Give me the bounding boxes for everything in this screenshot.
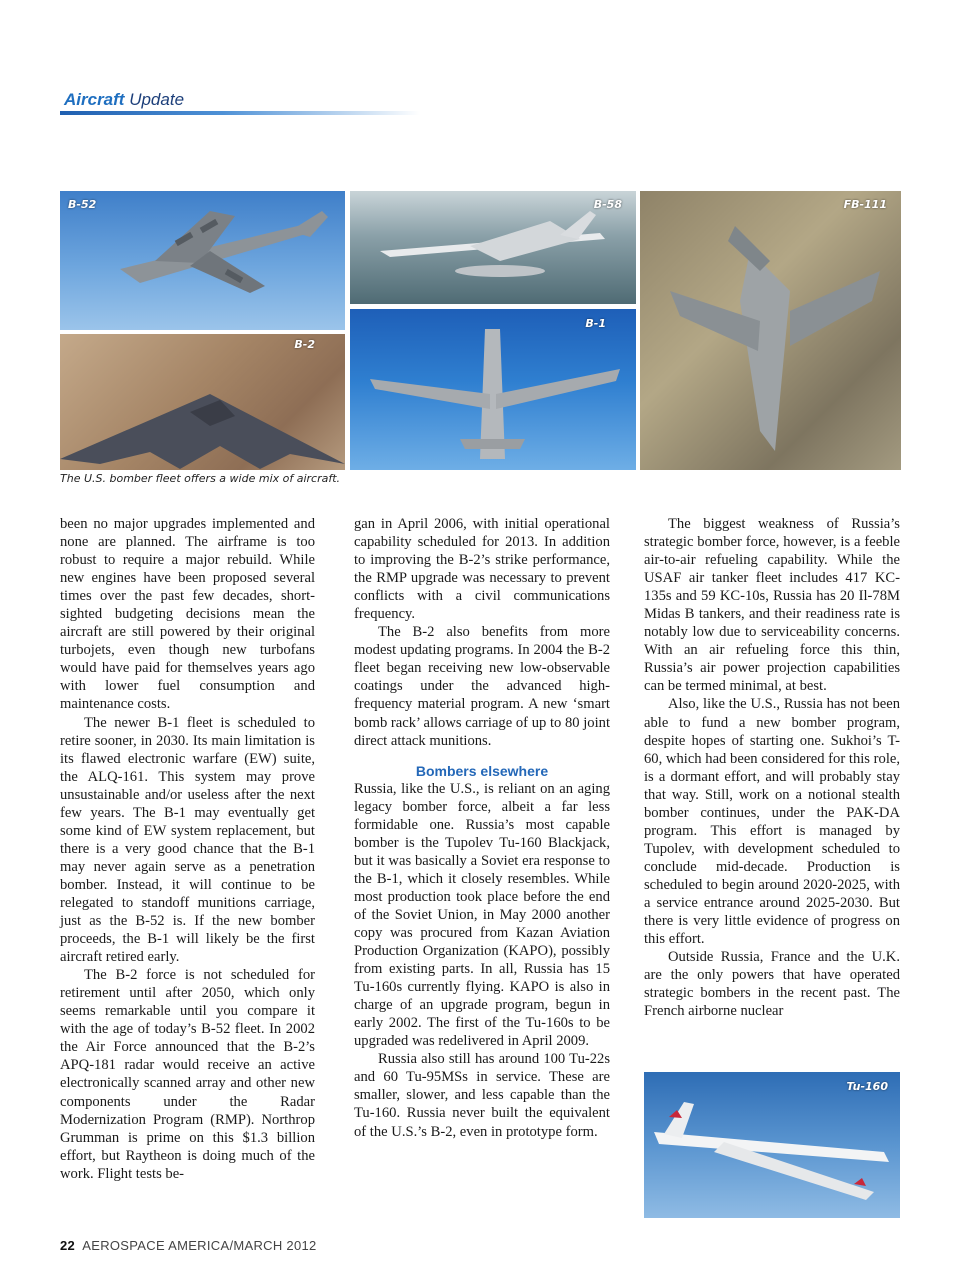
article-column-2 (354, 515, 610, 1141)
body-paragraph: The newer B-1 fleet is scheduled to retire sooner, in 2030. Its main limitation is its flawed electronic warfare (EW) suite, the ALQ-161. This system may prove unsustainable and/or useless after the next few years. The B-1 may eventually get some kind of EW system replacement, but there is a very good chance that the B-1 may never again serve as a penetration bomber. Instead, it will continue to be relegated to standoff munitions carriage, just as the B-52 is. If the new bomber proceeds, the B-1 will likely be the first aircraft retired early. (60, 714, 315, 966)
body-paragraph: been no major upgrades implemented and none are planned. The airframe is too robust to require a major rebuild. While new engines have been proposed several times over the past few decades, short-sighted budgeting decisions mean the aircraft are still powered by their original turbojets, even though new turbofans would have paid for themselves years ago with lower fuel consumption and maintenance costs. (60, 516, 315, 713)
body-paragraph: gan in April 2006, with initial operational capability scheduled for 2013. In addition to improving the B-2’s strike performance, the RMP upgrade was necessary to prevent conflicts with a civil communications frequency. (354, 516, 610, 623)
section-header (64, 90, 184, 110)
b52-aircraft-illustration (60, 191, 345, 330)
header-rule (60, 111, 420, 115)
b2-aircraft-illustration (60, 334, 345, 470)
page-footer (60, 1238, 317, 1253)
photo-label: B-58 (593, 198, 622, 211)
fb111-aircraft-illustration (640, 191, 901, 470)
article-column-3 (644, 515, 900, 1020)
tu160-aircraft-illustration (644, 1072, 900, 1218)
photo-b1 (350, 309, 636, 470)
body-paragraph: The B-2 force is not scheduled for retirement until after 2050, which only seems remarkable until you compare it with the age of today’s B-52 fleet. In 2002 the Air Force announced that the B-2’s APQ-181 radar would receive an active electronically scanned array and other new components under the Radar Modernization Program (RMP). Northrop Grumman is prime on this $1.3 billion effort, but Raytheon is doing much of the work. Flight tests be- (60, 967, 315, 1182)
photo-label: B-52 (68, 198, 97, 211)
photo-label: Tu-160 (846, 1080, 888, 1093)
photo-b58 (350, 191, 636, 304)
article-column-1 (60, 515, 315, 1183)
body-paragraph: Russia, like the U.S., is reliant on an aging legacy bomber force, albeit a far less formidable one. Russia’s most capable bomber is the Tupolev Tu-160 Blackjack, but it was basically a Soviet era response to the B-1, which it closely resembles. While most production took place before the end of the Soviet Union, in May 2000 another copy was procured from Kazan Aviation Production Organization (KAPO), possibly from existing parts. In all, Russia has 15 Tu-160s currently flying. KAPO is also in charge of an upgrade program, begun in early 2002. The first of the Tu-160s to be upgraded was redelivered in April 2009. (354, 780, 610, 1050)
b1-aircraft-illustration (350, 309, 636, 470)
photo-label: B-2 (294, 338, 315, 351)
photo-label: FB-111 (843, 198, 887, 211)
photo-tu160 (644, 1072, 900, 1218)
figure-caption: The U.S. bomber fleet offers a wide mix of aircraft. (60, 472, 341, 485)
body-paragraph: Russia also still has around 100 Tu-22s and 60 Tu-95MSs in service. These are smaller, slower, and less capable than the Tu-160. Russia never built the equivalent of the U.S.’s B-2, even in prototype form. (354, 1051, 610, 1140)
photo-b52 (60, 191, 345, 330)
body-paragraph: Also, like the U.S., Russia has not been able to fund a new bomber program, despite hopes of starting one. Sukhoi’s T-60, which had been considered for this role, is a dormant effort, and will probably stay that way. Still, work on a notional stealth bomber continues, under the PAK-DA program. This effort is managed by Tupolev, with development scheduled to conclude mid-decade. Production is scheduled to begin around 2020-2025, with a service entrance around 2025-2030. But there is very little evidence of progress on this effort. (644, 696, 900, 948)
body-paragraph: The biggest weakness of Russia’s strategic bomber force, however, is a feeble air-to-air refueling capability. While the USAF air tanker fleet includes 417 KC-135s and 59 KC-10s, Russia has 20 Il-78M Midas B tankers, and their readiness rate is notably low due to serviceability concerns. With an air refueling force this thin, Russia’s air power projection capabilities can be termed minimal, at best. (644, 516, 900, 695)
section-title-rest: Update (129, 90, 185, 109)
publication-name: AEROSPACE AMERICA/MARCH 2012 (82, 1238, 317, 1253)
body-paragraph: The B-2 also benefits from more modest updating programs. In 2004 the B-2 fleet began receiving new low-observable coatings under the advanced high-frequency material program. A new ‘smart bomb rack’ allows carriage of up to 80 joint direct attack munitions. (354, 624, 610, 749)
photo-fb111 (640, 191, 901, 470)
subheading: Bombers elsewhere (415, 762, 549, 779)
photo-b2 (60, 334, 345, 470)
photo-label: B-1 (585, 317, 606, 330)
section-title-strong: Aircraft (64, 90, 125, 109)
body-paragraph: Outside Russia, France and the U.K. are the only powers that have operated strategic bombers in the recent past. The French airborne nuclear (644, 949, 900, 1020)
page-number: 22 (60, 1238, 76, 1253)
